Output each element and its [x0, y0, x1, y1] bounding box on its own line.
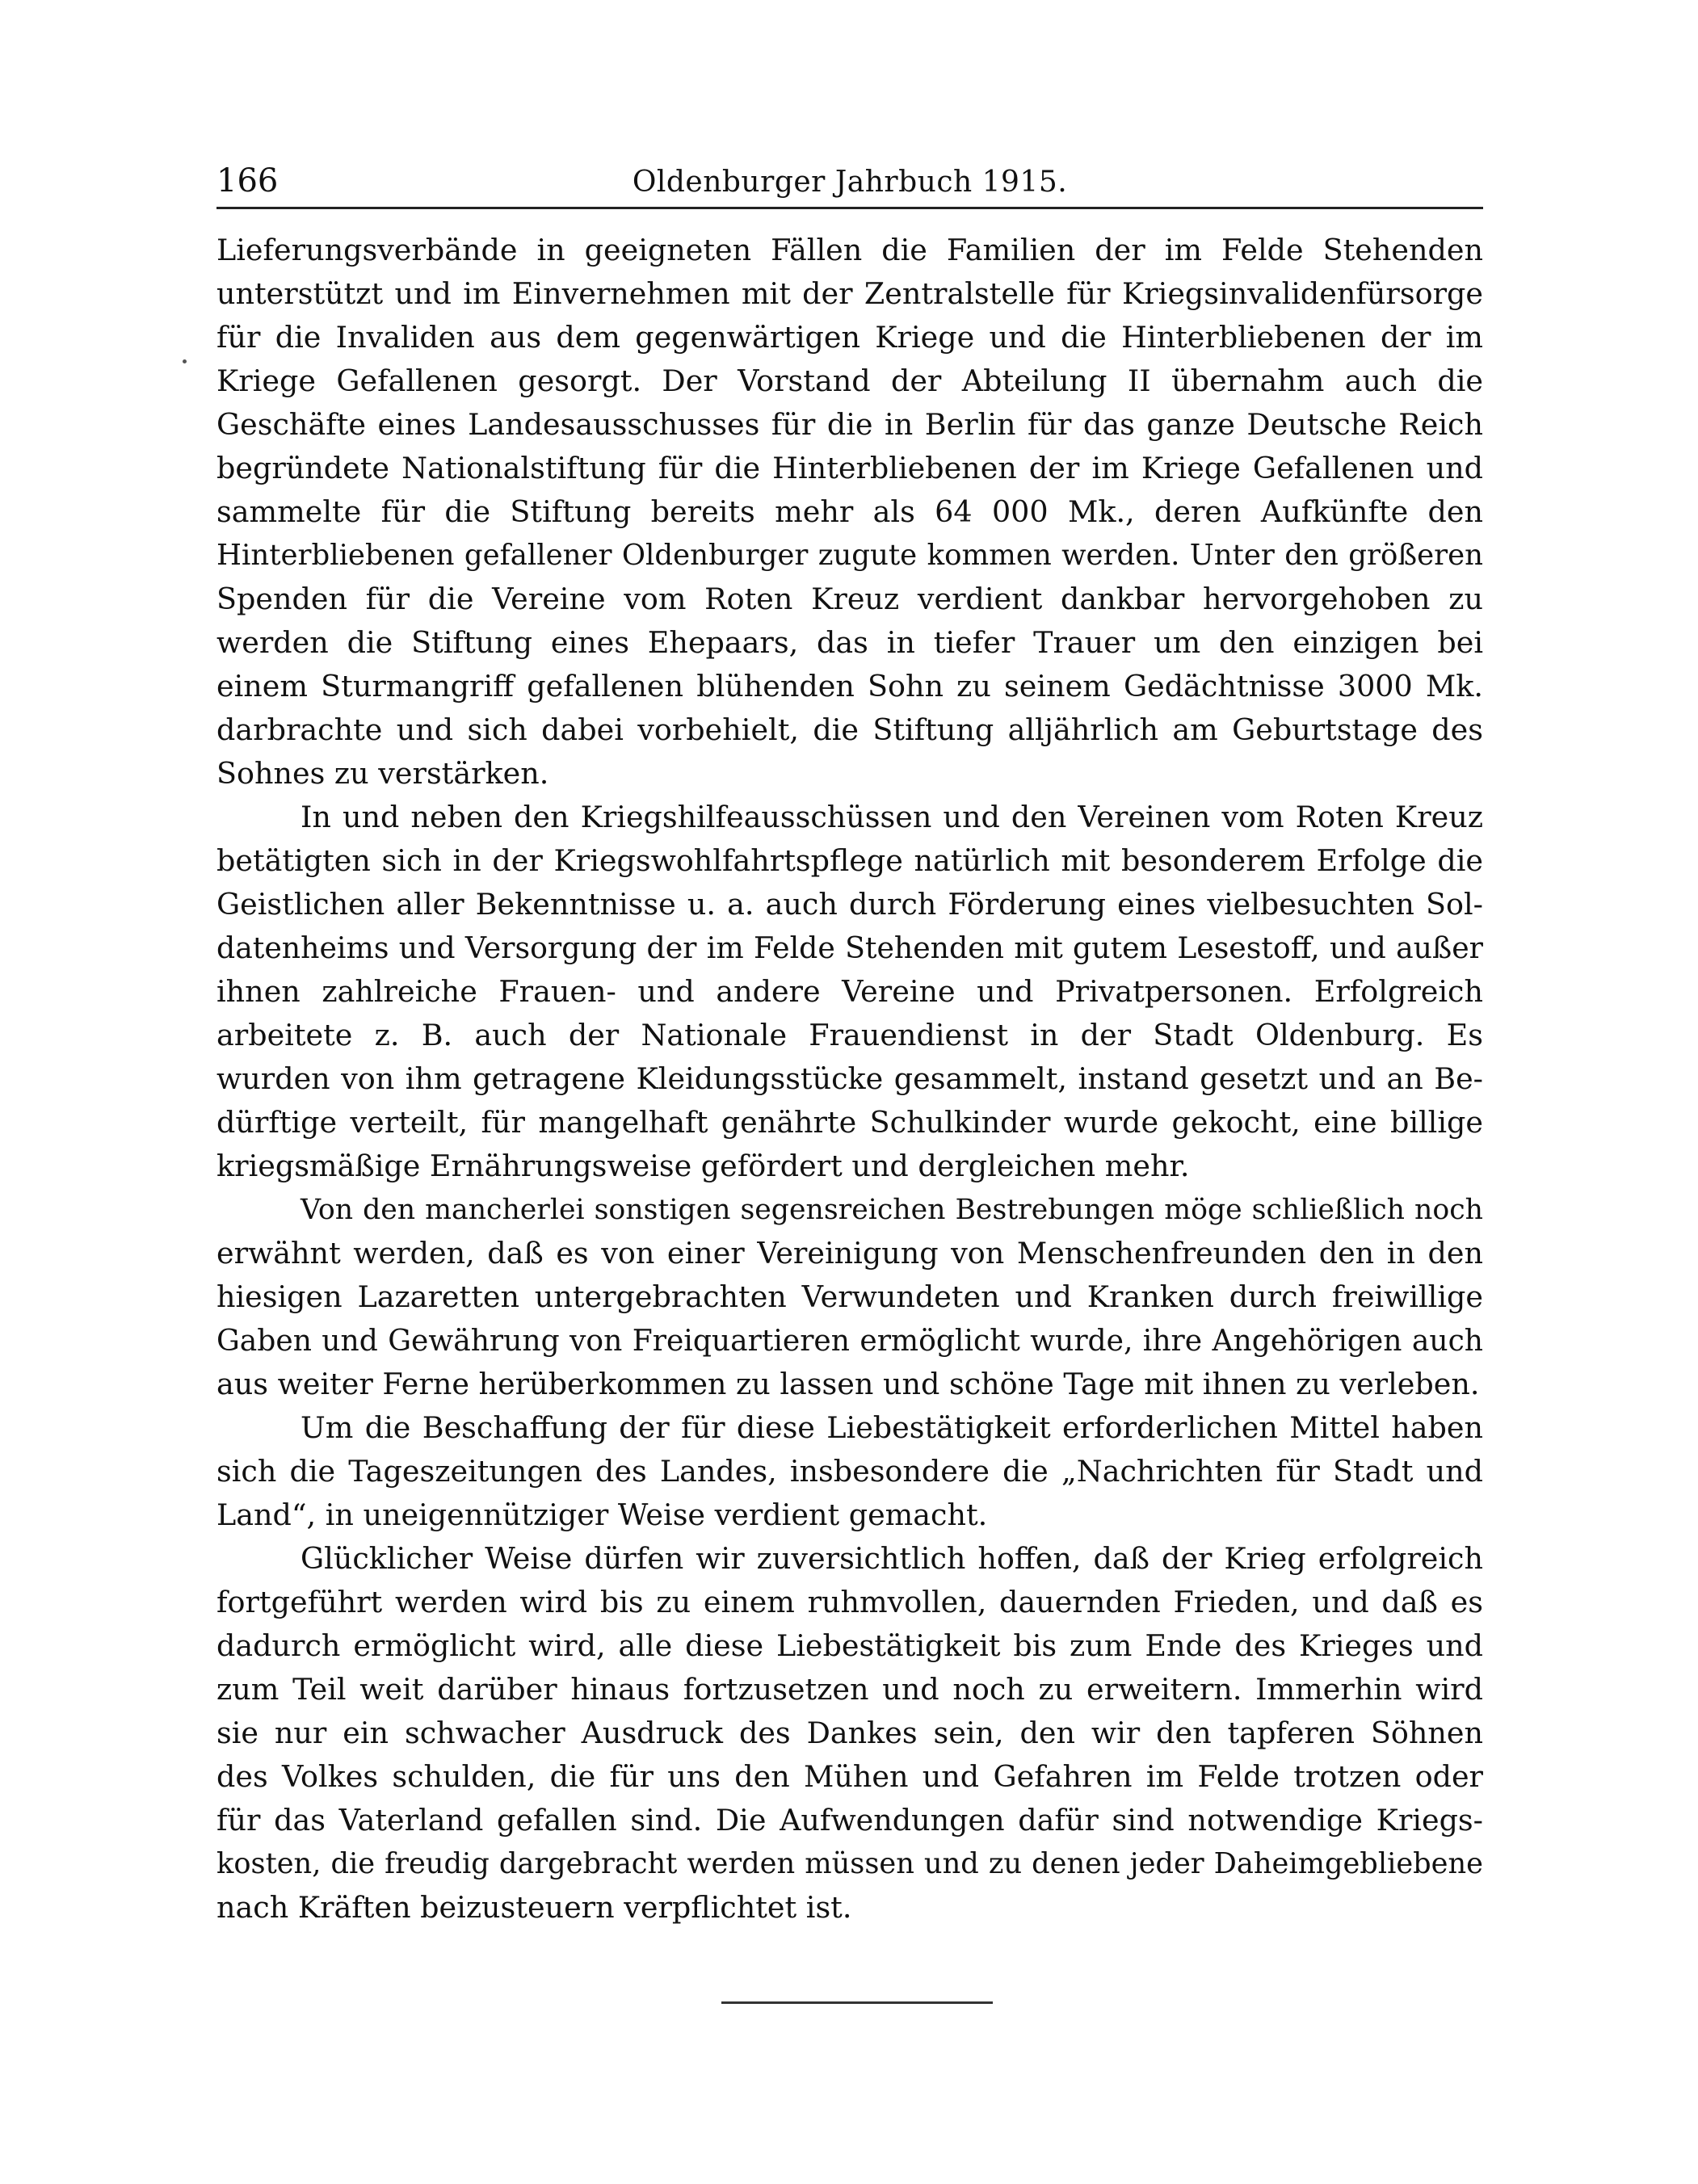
text-line: ihnen zahlreiche Frauen- und andere Vereine und Privatpersonen. Erfolgreich — [216, 974, 1483, 1009]
text-line: datenheims und Versorgung der im Felde Stehenden mit gutem Lesestoff, und außer — [216, 930, 1483, 965]
body-text — [216, 229, 1483, 1930]
text-line: In und neben den Kriegshilfeausschüssen und den Vereinen vom Roten Kreuz — [301, 800, 1483, 834]
text-line: für die Invaliden aus dem gegenwärtigen Kriege und die Hinterbliebenen der im — [216, 320, 1483, 355]
text-line: Geistlichen aller Bekenntnisse u. a. auch durch Förderung eines vielbesuchten Sol- — [216, 887, 1483, 922]
text-line: Geschäfte eines Landesausschusses für die in Berlin für das ganze Deutsche Reich — [216, 407, 1483, 442]
text-line: hiesigen Lazaretten untergebrachten Verwundeten und Kranken durch freiwillige — [216, 1279, 1483, 1314]
text-line: des Volkes schulden, die für uns den Mühen und Gefahren im Felde trotzen oder — [216, 1759, 1483, 1794]
paragraph — [216, 229, 1483, 796]
paragraph — [216, 1188, 1483, 1406]
text-line: sich die Tageszeitungen des Landes, insbesondere die „Nachrichten für Stadt und — [216, 1454, 1483, 1489]
margin-mark — [183, 359, 187, 363]
text-line: kriegsmäßige Ernährungsweise gefördert und dergleichen mehr. — [216, 1149, 1190, 1183]
running-title: Oldenburger Jahrbuch 1915. — [632, 166, 1068, 199]
text-line: Gaben und Gewährung von Freiquartieren ermöglicht wurde, ihre Angehörigen auch — [216, 1324, 1483, 1358]
text-line: dürftige verteilt, für mangelhaft genährte Schulkinder wurde gekocht, eine billige — [216, 1105, 1483, 1140]
text-line: kosten, die freudig dargebracht werden müssen und zu denen jeder Daheimgebliebene — [216, 1847, 1483, 1880]
text-line: Hinterbliebenen gefallener Oldenburger zugute kommen werden. Unter den größeren — [216, 539, 1483, 572]
text-line: Sohnes zu verstärken. — [216, 756, 549, 791]
page-number: 166 — [216, 162, 279, 200]
text-line: zum Teil weit darüber hinaus fortzusetzen und noch zu erweitern. Immerhin wird — [216, 1672, 1483, 1707]
text-line: arbeitete z. B. auch der Nationale Frauendienst in der Stadt Oldenburg. Es — [216, 1018, 1483, 1052]
text-line: Kriege Gefallenen gesorgt. Der Vorstand der Abteilung II übernahm auch die — [216, 363, 1483, 398]
text-line: nach Kräften beizusteuern verpflichtet ist. — [216, 1890, 852, 1925]
text-line: aus weiter Ferne herüberkommen zu lassen und schöne Tage mit ihnen zu verleben. — [216, 1367, 1480, 1401]
running-header — [216, 162, 1483, 209]
text-line: einem Sturmangriff gefallenen blühenden Sohn zu seinem Gedächtnisse 3000 Mk. — [216, 669, 1483, 704]
end-rule — [721, 2001, 993, 2004]
paragraph — [216, 1406, 1483, 1537]
document-page — [216, 162, 1483, 1930]
text-line: Um die Beschaffung der für diese Liebestätigkeit erforderlichen Mittel haben — [301, 1410, 1483, 1445]
text-line: werden die Stiftung eines Ehepaars, das in tiefer Trauer um den einzigen bei — [216, 625, 1483, 660]
text-line: dadurch ermöglicht wird, alle diese Liebestätigkeit bis zum Ende des Krieges und — [216, 1628, 1483, 1663]
text-line: betätigten sich in der Kriegswohlfahrtspflege natürlich mit besonderem Erfolge die — [216, 843, 1483, 878]
paragraph — [216, 796, 1483, 1188]
text-line: wurden von ihm getragene Kleidungsstücke gesammelt, instand gesetzt und an Be- — [216, 1061, 1483, 1096]
text-line: Spenden für die Vereine vom Roten Kreuz verdient dankbar hervorgehoben zu — [216, 582, 1483, 616]
text-line: erwähnt werden, daß es von einer Vereinigung von Menschenfreunden den in den — [216, 1236, 1483, 1270]
text-line: fortgeführt werden wird bis zu einem ruhmvollen, dauernden Frieden, und daß es — [216, 1585, 1483, 1619]
text-line: für das Vaterland gefallen sind. Die Aufwendungen dafür sind notwendige Kriegs- — [216, 1803, 1483, 1838]
text-line: unterstützt und im Einvernehmen mit der Zentralstelle für Kriegsinvalidenfürsorge — [216, 276, 1483, 311]
text-line: sie nur ein schwacher Ausdruck des Dankes sein, den wir den tapferen Söhnen — [216, 1716, 1483, 1750]
text-line: Glücklicher Weise dürfen wir zuversichtlich hoffen, daß der Krieg erfolgreich — [301, 1541, 1483, 1576]
paragraph — [216, 1537, 1483, 1930]
text-line: Lieferungsverbände in geeigneten Fällen die Familien der im Felde Stehenden — [216, 233, 1483, 267]
text-line: darbrachte und sich dabei vorbehielt, die Stiftung alljährlich am Geburtstage des — [216, 712, 1483, 747]
text-line: Land“, in uneigennütziger Weise verdient gemacht. — [216, 1497, 988, 1532]
text-line: begründete Nationalstiftung für die Hinterbliebenen der im Kriege Gefallenen und — [216, 451, 1483, 485]
text-line: Von den mancherlei sonstigen segensreichen Bestrebungen möge schließlich noch — [301, 1194, 1483, 1226]
text-line: sammelte für die Stiftung bereits mehr als 64 000 Mk., deren Aufkünfte den — [216, 494, 1483, 529]
